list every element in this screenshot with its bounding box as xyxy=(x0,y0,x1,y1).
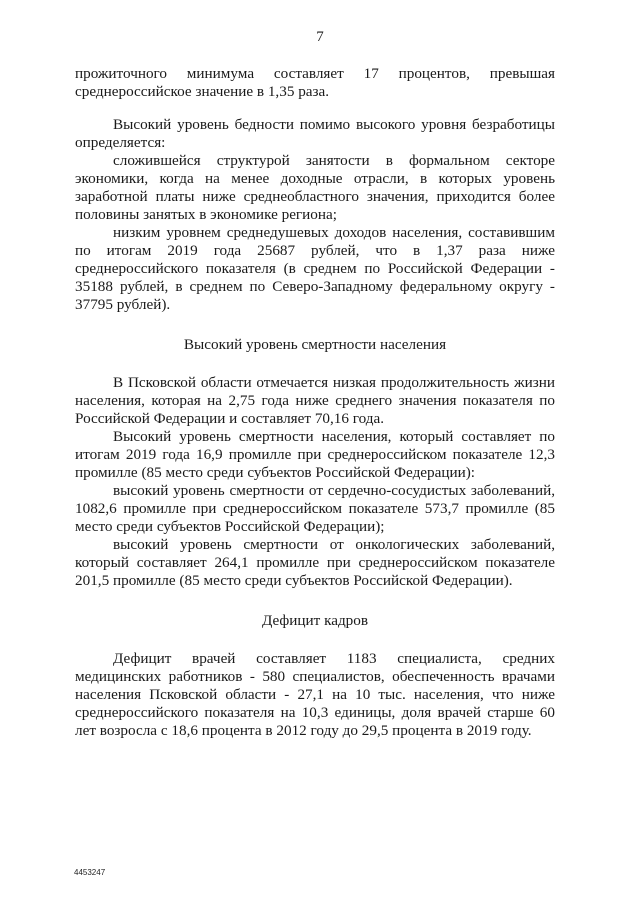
paragraph-doctor-shortage: Дефицит врачей составляет 1183 специалиста, средних медицинских работников - 580 специалистов, обеспеченность врачами населения Псковской области - 27,1 на 10 тыс. населения, что ниже среднероссийского показателя на 10,3 единицы, доля врачей старше 60 лет возросла с 18,6 процента в 2012 году до 29,5 процента в 2019 году. xyxy=(75,650,555,739)
paragraph-income-level: низким уровнем среднедушевых доходов населения, составившим по итогам 2019 года 25687 рублей, что в 1,37 раза ниже среднероссийского показателя (в среднем по Российской Федерации - 35188 рублей, в среднем по Северо-Западному федеральному округу - 37795 рублей). xyxy=(75,224,555,313)
heading-mortality: Высокий уровень смертности населения xyxy=(183,336,447,353)
paragraph-employment-structure: сложившейся структурой занятости в формальном секторе экономики, когда на менее доходные отрасли, в которых уровень заработной платы ниже среднеобластного значения, приходится более половины занятых в экономике региона; xyxy=(75,152,555,223)
paragraph-poverty-level: Высокий уровень бедности помимо высокого уровня безработицы определяется: xyxy=(75,116,555,151)
heading-staff-shortage: Дефицит кадров xyxy=(261,612,369,629)
page-number: 7 xyxy=(316,29,324,45)
paragraph-life-expectancy: В Псковской области отмечается низкая продолжительность жизни населения, которая на 2,75 года ниже среднего значения показателя по Российской Федерации и составляет 70,16 года. xyxy=(75,374,555,427)
document-id: 4453247 xyxy=(74,868,106,877)
paragraph-mortality-rate: Высокий уровень смертности населения, который составляет по итогам 2019 года 16,9 промилле при среднероссийском показателе 12,3 промилле (85 место среди субъектов Российской Федерации): xyxy=(75,428,555,481)
paragraph-cardiovascular-mortality: высокий уровень смертности от сердечно-сосудистых заболеваний, 1082,6 промилле при среднероссийском показателе 573,7 промилле (85 место среди субъектов Российской Федерации); xyxy=(75,482,555,535)
paragraph-poverty-continuation: прожиточного минимума составляет 17 процентов, превышая среднероссийское значение в 1,35 раза. xyxy=(75,65,555,100)
document-body xyxy=(75,65,555,740)
paragraph-oncology-mortality: высокий уровень смертности от онкологических заболеваний, который составляет 264,1 промилле при среднероссийском показателе 201,5 промилле (85 место среди субъектов Российской Федерации). xyxy=(75,536,555,589)
